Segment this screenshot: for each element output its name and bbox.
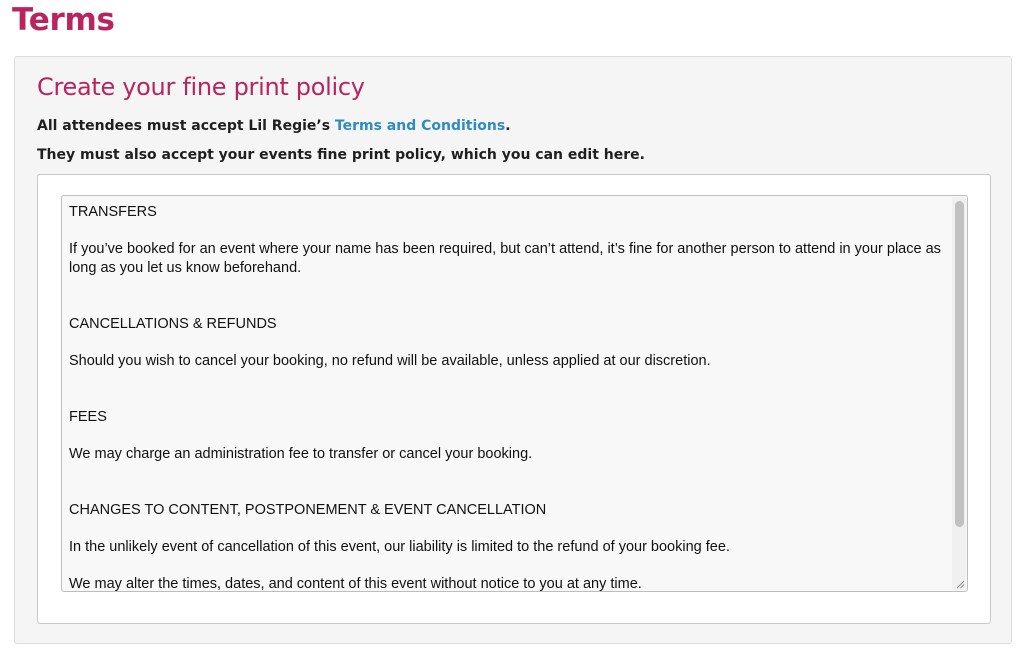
cancellations-body: Should you wish to cancel your booking, no refund will be available, unless applied at our discretion. bbox=[69, 353, 711, 369]
fine-print-panel bbox=[14, 56, 1012, 644]
scrollbar-thumb[interactable] bbox=[955, 201, 964, 527]
panel-heading: Create your fine print policy bbox=[37, 73, 365, 101]
fine-print-notice: They must also accept your events fine print policy, which you can edit here. bbox=[37, 147, 645, 163]
fine-print-content[interactable] bbox=[69, 203, 949, 592]
transfers-body: If you’ve booked for an event where your name has been required, but can’t attend, it’s fine for another person to attend in your place as long as you let us know beforehand. bbox=[69, 241, 941, 276]
vertical-scrollbar[interactable] bbox=[952, 197, 966, 590]
changes-body-2: We may alter the times, dates, and content of this event without notice to you at any time. bbox=[69, 576, 642, 592]
changes-heading: CHANGES TO CONTENT, POSTPONEMENT & EVENT CANCELLATION bbox=[69, 502, 547, 518]
transfers-heading: TRANSFERS bbox=[69, 204, 157, 220]
editor-card bbox=[37, 174, 991, 624]
cancellations-heading: CANCELLATIONS & REFUNDS bbox=[69, 316, 277, 332]
fees-body: We may charge an administration fee to transfer or cancel your booking. bbox=[69, 446, 533, 462]
terms-notice-prefix: All attendees must accept Lil Regie’s bbox=[37, 118, 335, 134]
terms-notice-suffix: . bbox=[505, 118, 511, 134]
terms-and-conditions-link[interactable]: Terms and Conditions bbox=[334, 118, 506, 134]
terms-notice bbox=[37, 118, 511, 134]
changes-body-1: In the unlikely event of cancellation of this event, our liability is limited to the refund of your booking fee. bbox=[69, 539, 730, 555]
page-title: Terms bbox=[12, 2, 115, 38]
fees-heading: FEES bbox=[69, 409, 107, 425]
resize-grip-icon[interactable] bbox=[955, 579, 965, 589]
fine-print-textarea[interactable] bbox=[61, 195, 968, 592]
